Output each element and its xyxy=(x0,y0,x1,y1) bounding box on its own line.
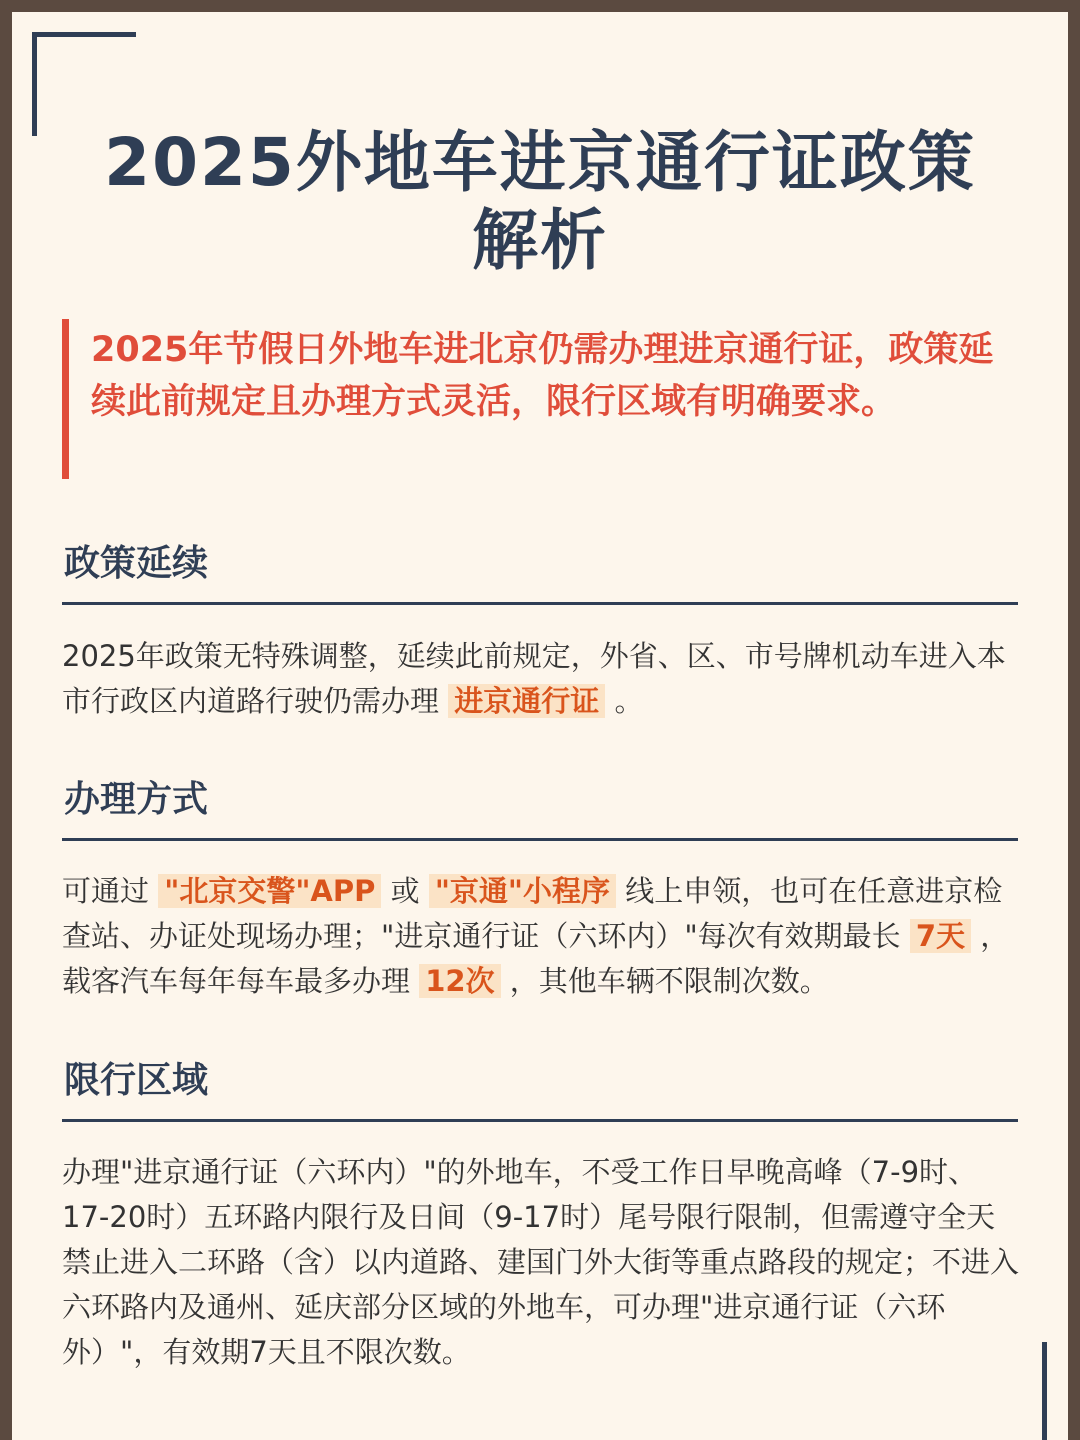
body-text: 办理"进京通行证（六环内）"的外地车，不受工作日早晚高峰（7-9时、17-20时）五环路内限行及日间（9-17时）尾号限行限制，但需遵守全天禁止进入二环路（含）以内道路、建国门外大街等重点路段的规定；不进入六环路内及通州、延庆部分区域的外地车，可办理"进京通行证（六环外）"，有效期7天且不限次数。 xyxy=(62,1155,1020,1369)
corner-decoration-bottom-right xyxy=(1042,1342,1047,1440)
highlight-term: 7天 xyxy=(910,919,971,953)
body-text: ，载客汽车每年每车最多办理 xyxy=(62,919,1010,998)
corner-decoration-top-left-horizontal xyxy=(32,32,136,37)
body-text: 或 xyxy=(381,874,429,908)
section-body-application-method xyxy=(62,869,1022,1004)
summary-callout: 2025年节假日外地车进北京仍需办理进京通行证，政策延续此前规定且办理方式灵活，限行区域有明确要求。 xyxy=(62,319,1008,479)
section-body-policy-continuation xyxy=(62,634,1022,724)
highlight-term: "北京交警"APP xyxy=(158,874,381,908)
corner-decoration-top-left-vertical xyxy=(32,32,37,136)
section-heading-policy-continuation: 政策延续 xyxy=(64,543,209,584)
section-divider xyxy=(62,838,1018,841)
body-text: 可通过 xyxy=(62,874,159,908)
section-body-restricted-area xyxy=(62,1150,1022,1375)
section-divider xyxy=(62,1119,1018,1122)
body-text: 线上申领，也可在任意进京检查站、办证处现场办理；"进京通行证（六环内）"每次有效期最长 xyxy=(62,874,1003,953)
page-title: 2025外地车进京通行证政策解析 xyxy=(104,124,976,279)
highlight-term: "京通"小程序 xyxy=(429,874,616,908)
section-heading-application-method: 办理方式 xyxy=(64,779,209,820)
section-heading-restricted-area: 限行区域 xyxy=(64,1060,209,1101)
body-text: ，其他车辆不限制次数。 xyxy=(500,964,829,998)
poster-page xyxy=(12,12,1068,1440)
highlight-term: 12次 xyxy=(419,964,500,998)
highlight-term: 进京通行证 xyxy=(448,684,605,718)
body-text: 。 xyxy=(605,684,644,718)
body-text: 2025年政策无特殊调整，延续此前规定，外省、区、市号牌机动车进入本市行政区内道路行驶仍需办理 xyxy=(62,639,1006,718)
section-divider xyxy=(62,602,1018,605)
